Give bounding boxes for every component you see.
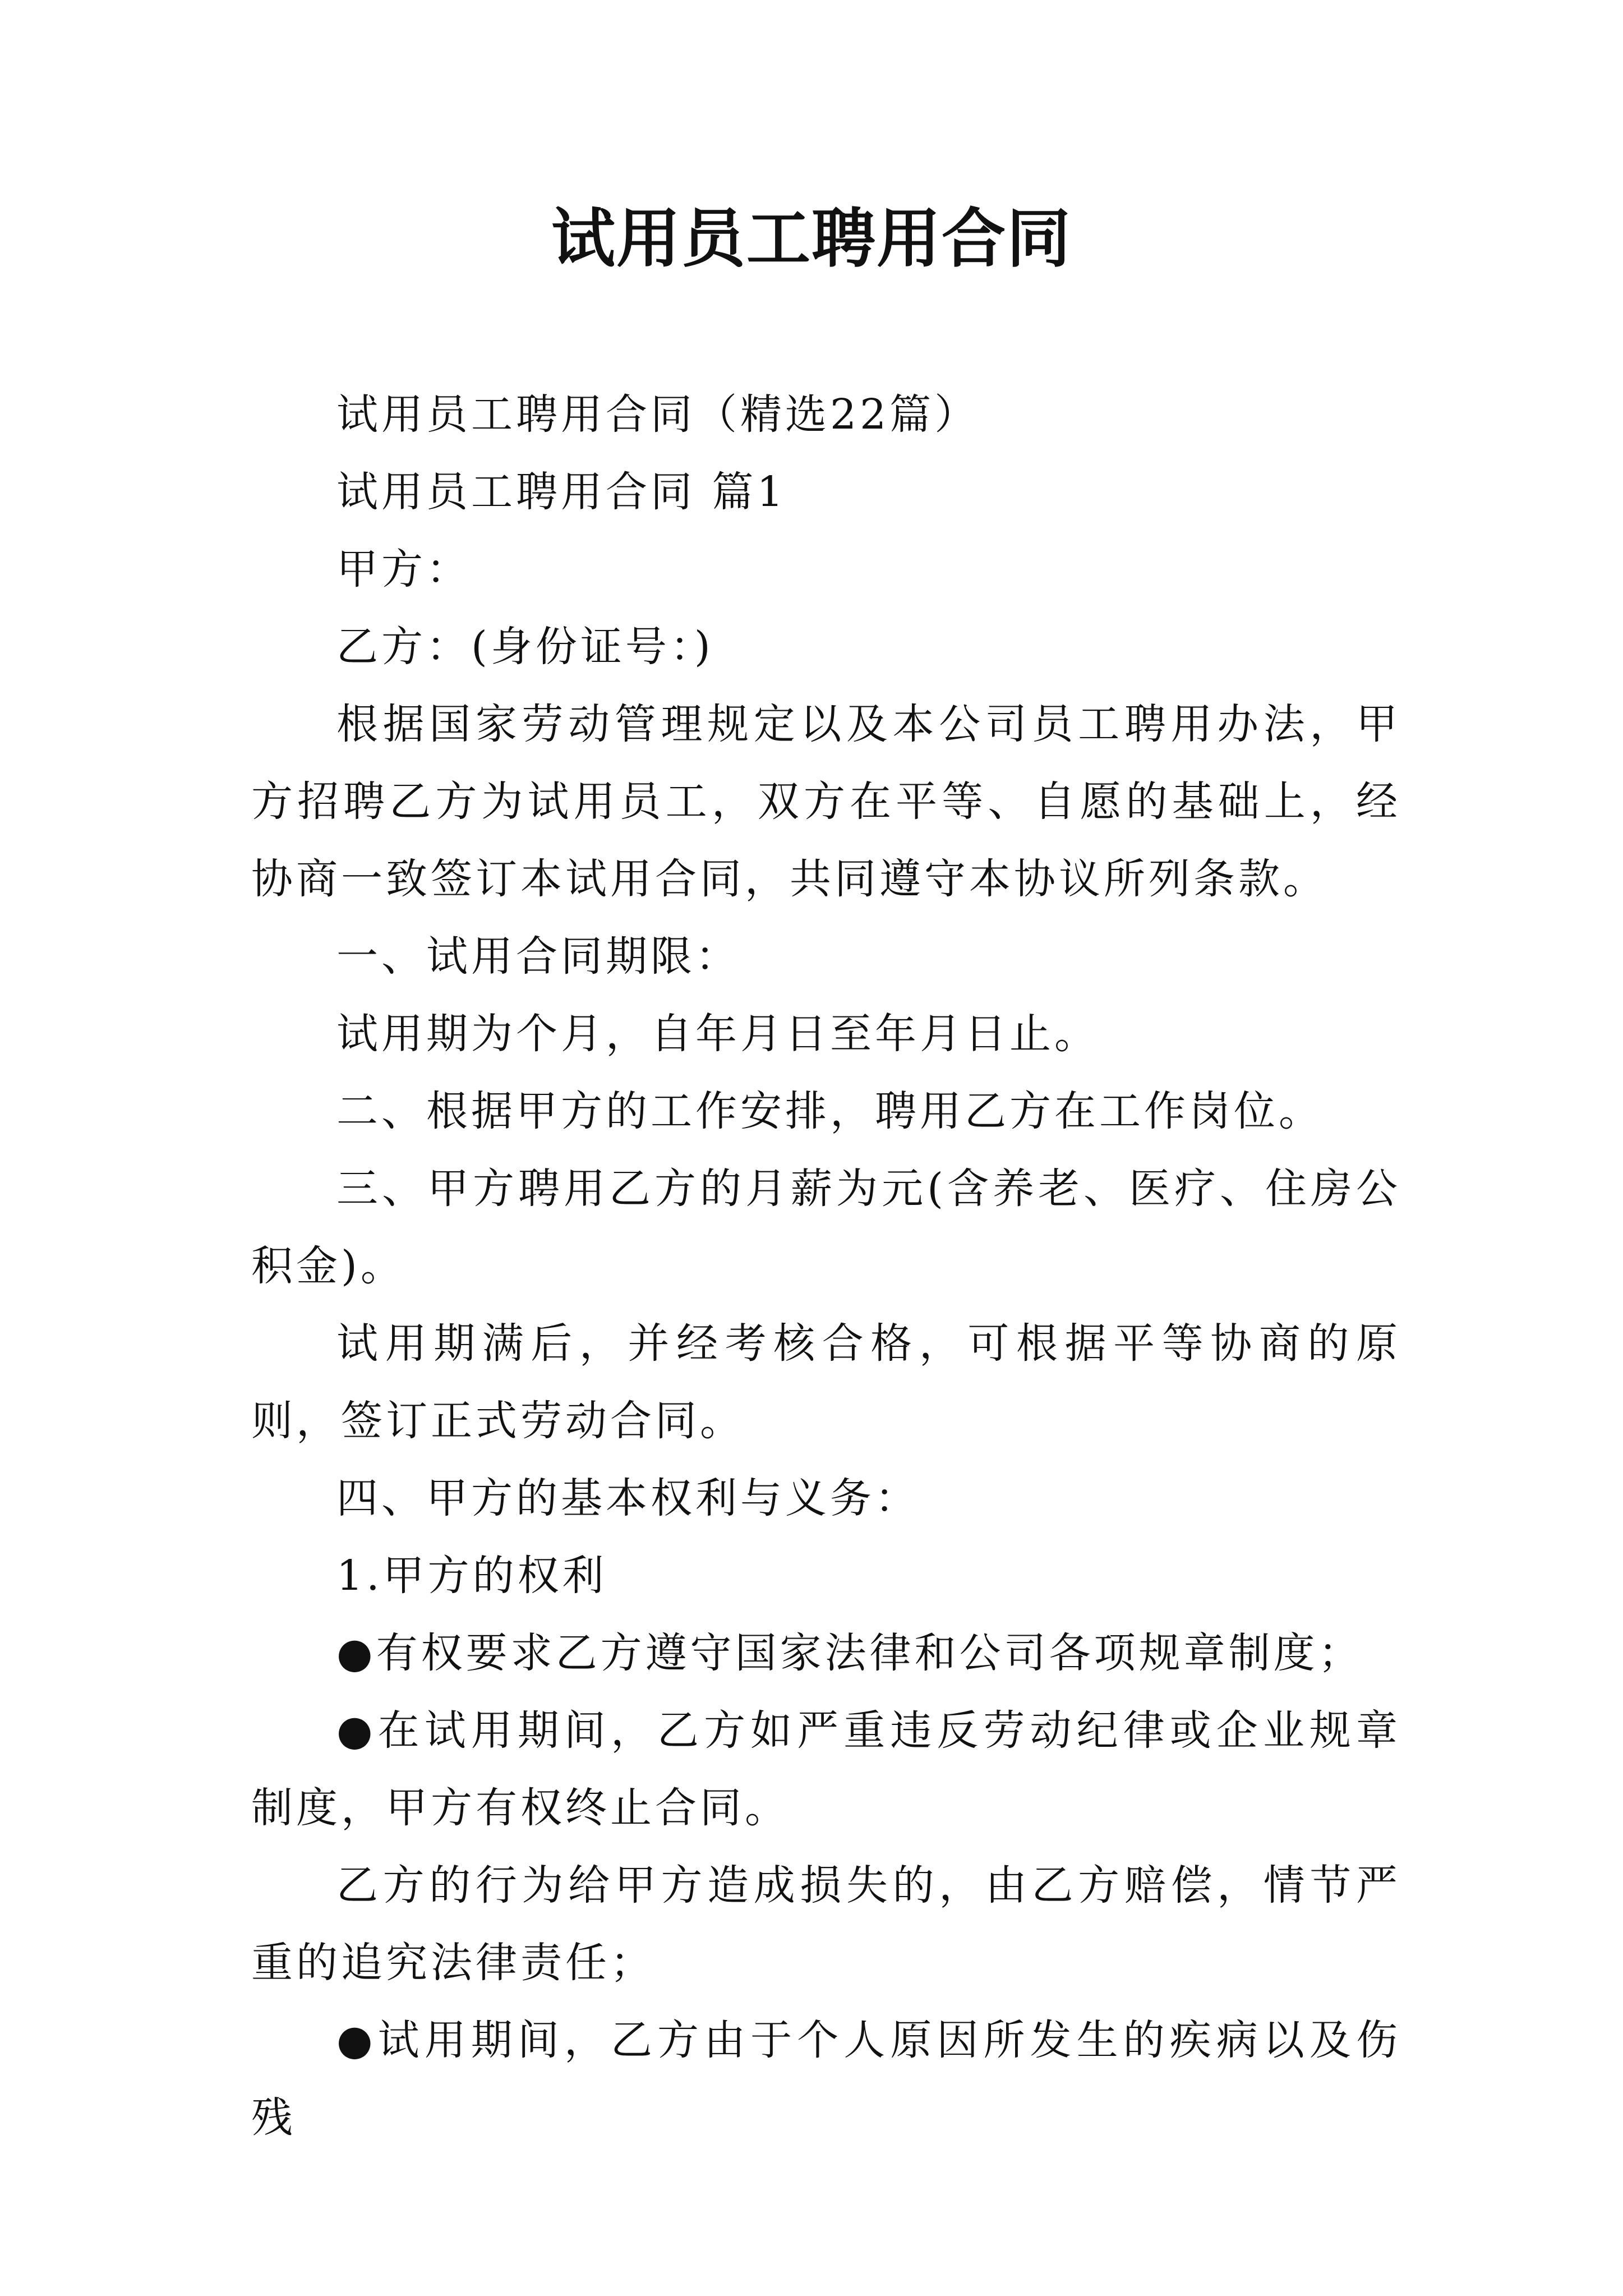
paragraph-clause-3: 三、甲方聘用乙方的月薪为元(含养老、医疗、住房公积金)。	[251, 1165, 1401, 1290]
paragraph-section-heading: 试用员工聘用合同 篇1	[336, 468, 787, 516]
paragraph-bullet-1: ●有权要求乙方遵守国家法律和公司各项规章制度；	[336, 1629, 1363, 1677]
paragraph-compensation: 乙方的行为给甲方造成损失的，由乙方赔偿，情节严重的追究法律责任；	[251, 1861, 1401, 1987]
document-title: 试用员工聘用合同	[551, 201, 1072, 276]
paragraph-after-trial: 试用期满后，并经考核合格，可根据平等协商的原则，签订正式劳动合同。	[251, 1319, 1401, 1445]
paragraph-party-a: 甲方：	[336, 545, 471, 593]
paragraph-party-b: 乙方：(身份证号：)	[336, 623, 714, 671]
paragraph-clause-2: 二、根据甲方的工作安排，聘用乙方在工作岗位。	[336, 1087, 1324, 1135]
document-body	[251, 376, 1401, 2156]
paragraph-clause-4-heading: 四、甲方的基本权利与义务：	[336, 1474, 920, 1522]
paragraph-subtitle: 试用员工聘用合同（精选22篇）	[336, 390, 980, 439]
paragraph-preamble: 根据国家劳动管理规定以及本公司员工聘用办法，甲方招聘乙方为试用员工，双方在平等、自愿的基础上，经协商一致签订本试用合同，共同遵守本协议所列条款。	[251, 700, 1401, 903]
paragraph-bullet-2: ●在试用期间，乙方如严重违反劳动纪律或企业规章制度，甲方有权终止合同。	[251, 1706, 1401, 1832]
paragraph-party-a-rights: 1.甲方的权利	[336, 1552, 607, 1600]
paragraph-clause-1-heading: 一、试用合同期限：	[336, 932, 740, 981]
paragraph-clause-1-term: 试用期为个月，自年月日至年月日止。	[336, 1010, 1099, 1058]
paragraph-bullet-3: ●试用期间，乙方由于个人原因所发生的疾病以及伤残	[251, 2016, 1401, 2142]
